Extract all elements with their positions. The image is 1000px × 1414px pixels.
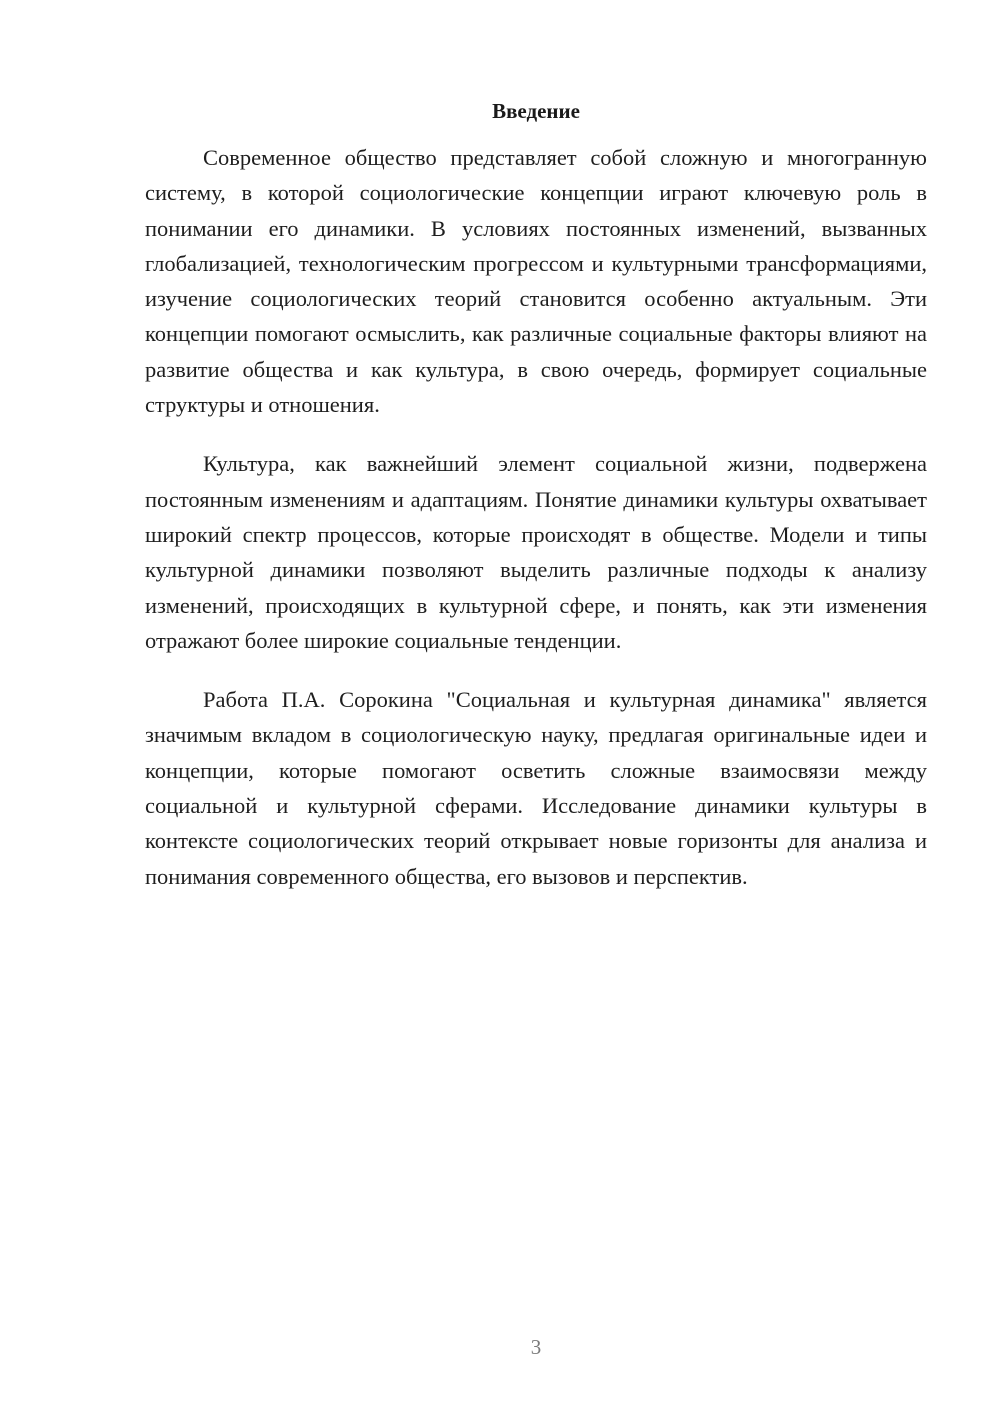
paragraph-1: Современное общество представляет собой сложную и многогранную систему, в которой социологические концепции играют ключевую роль в понимании его динамики. В условиях постоянных изменений, вызванных глобализацией, технологическим прогрессом и культурными трансформациями, изучение социологических теорий становится особенно актуальным. Эти концепции помогают осмыслить, как различные социальные факторы влияют на развитие общества и как культура, в свою очередь, формирует социальные структуры и отношения. <box>145 145 927 418</box>
section-heading: Введение <box>492 99 580 123</box>
page-number: 3 <box>530 1335 542 1359</box>
paragraph-2: Культура, как важнейший элемент социальной жизни, подвержена постоянным изменениям и адаптациям. Понятие динамики культуры охватывает широкий спектр процессов, которые происходят в обществе. Модели и типы культурной динамики позволяют выделить различные подходы к анализу изменений, происходящих в культурной сфере, и понять, как эти изменения отражают более широкие социальные тенденции. <box>145 451 927 653</box>
body-text <box>145 140 927 918</box>
paragraph-3: Работа П.А. Сорокина "Социальная и культурная динамика" является значимым вкладом в социологическую науку, предлагая оригинальные идеи и концепции, которые помогают осветить сложные взаимосвязи между социальной и культурной сферами. Исследование динамики культуры в контексте социологических теорий открывает новые горизонты для анализа и понимания современного общества, его вызовов и перспектив. <box>145 687 927 889</box>
